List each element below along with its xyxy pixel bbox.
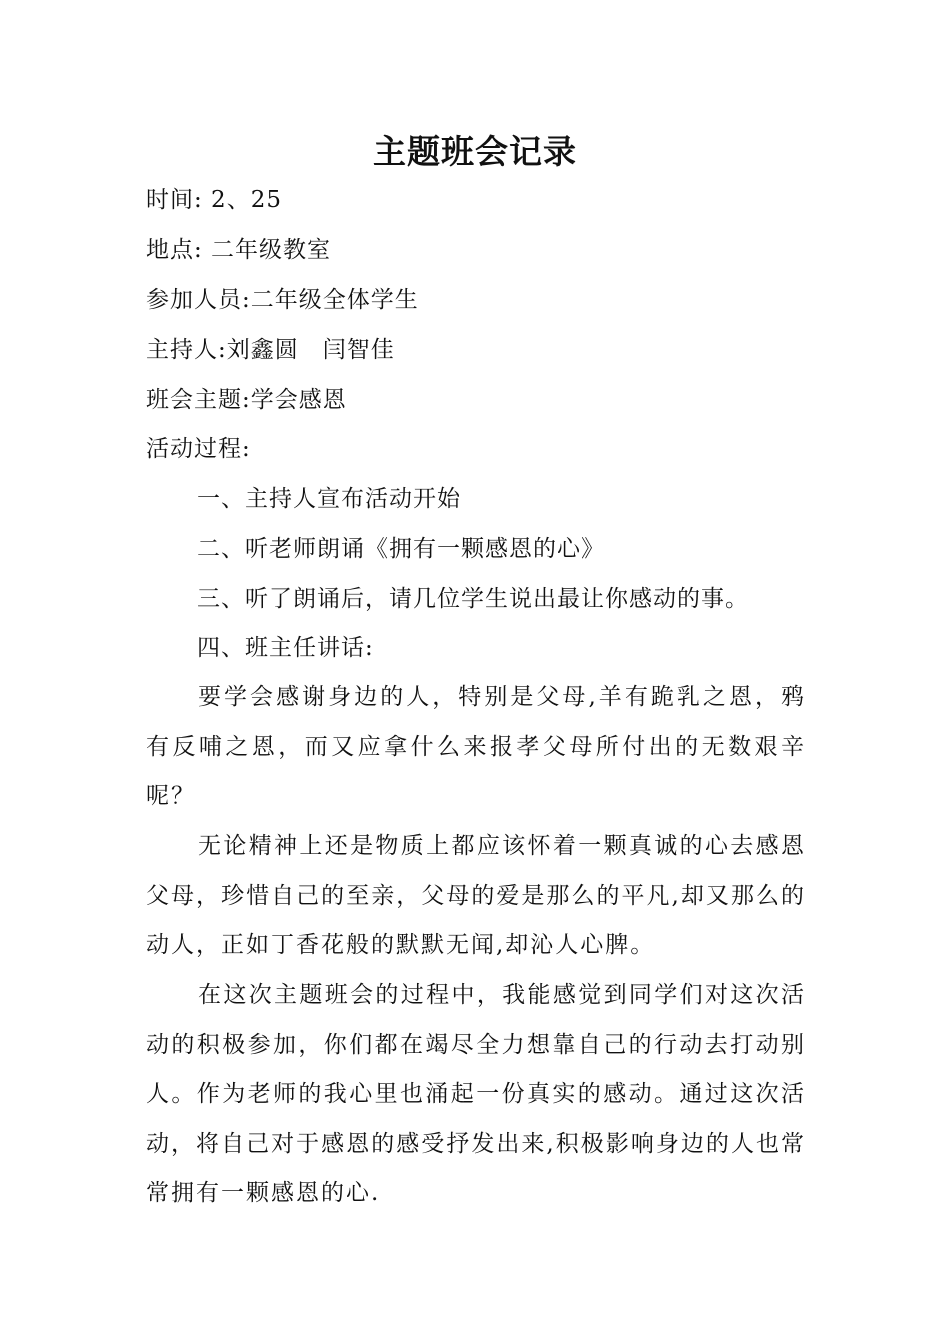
step-item: 二、听老师朗诵《拥有一颗感恩的心》 bbox=[197, 536, 605, 562]
body-paragraph: 无论精神上还是物质上都应该怀着一颗真诚的心去感恩父母，珍惜自己的至亲，父母的爱是那么的平凡,却又那么的动人，正如丁香花般的默默无闻,却沁人心脾。 bbox=[146, 833, 806, 958]
step-item: 四、班主任讲话: bbox=[197, 635, 374, 661]
document-title: 主题班会记录 bbox=[373, 132, 577, 171]
process-label: 活动过程: bbox=[146, 436, 251, 462]
place-field: 地点: 二年级教室 bbox=[146, 237, 332, 263]
body-paragraph: 要学会感谢身边的人，特别是父母,羊有跪乳之恩，鸦有反哺之恩，而又应拿什么来报孝父母所付出的无数艰辛呢？ bbox=[146, 684, 806, 809]
participants-field: 参加人员:二年级全体学生 bbox=[146, 287, 419, 313]
step-item: 三、听了朗诵后，请几位学生说出最让你感动的事。 bbox=[197, 586, 749, 612]
theme-field: 班会主题:学会感恩 bbox=[146, 387, 347, 413]
time-field: 时间: 2、25 bbox=[146, 187, 282, 213]
hosts-field: 主持人:刘鑫圆 闫智佳 bbox=[146, 337, 395, 363]
step-item: 一、主持人宣布活动开始 bbox=[197, 486, 461, 512]
body-paragraph: 在这次主题班会的过程中，我能感觉到同学们对这次活动的积极参加，你们都在竭尽全力想靠自己的行动去打动别人。作为老师的我心里也涌起一份真实的感动。通过这次活动，将自己对于感恩的感受抒发出来,积极影响身边的人也常常拥有一颗感恩的心. bbox=[146, 982, 806, 1206]
